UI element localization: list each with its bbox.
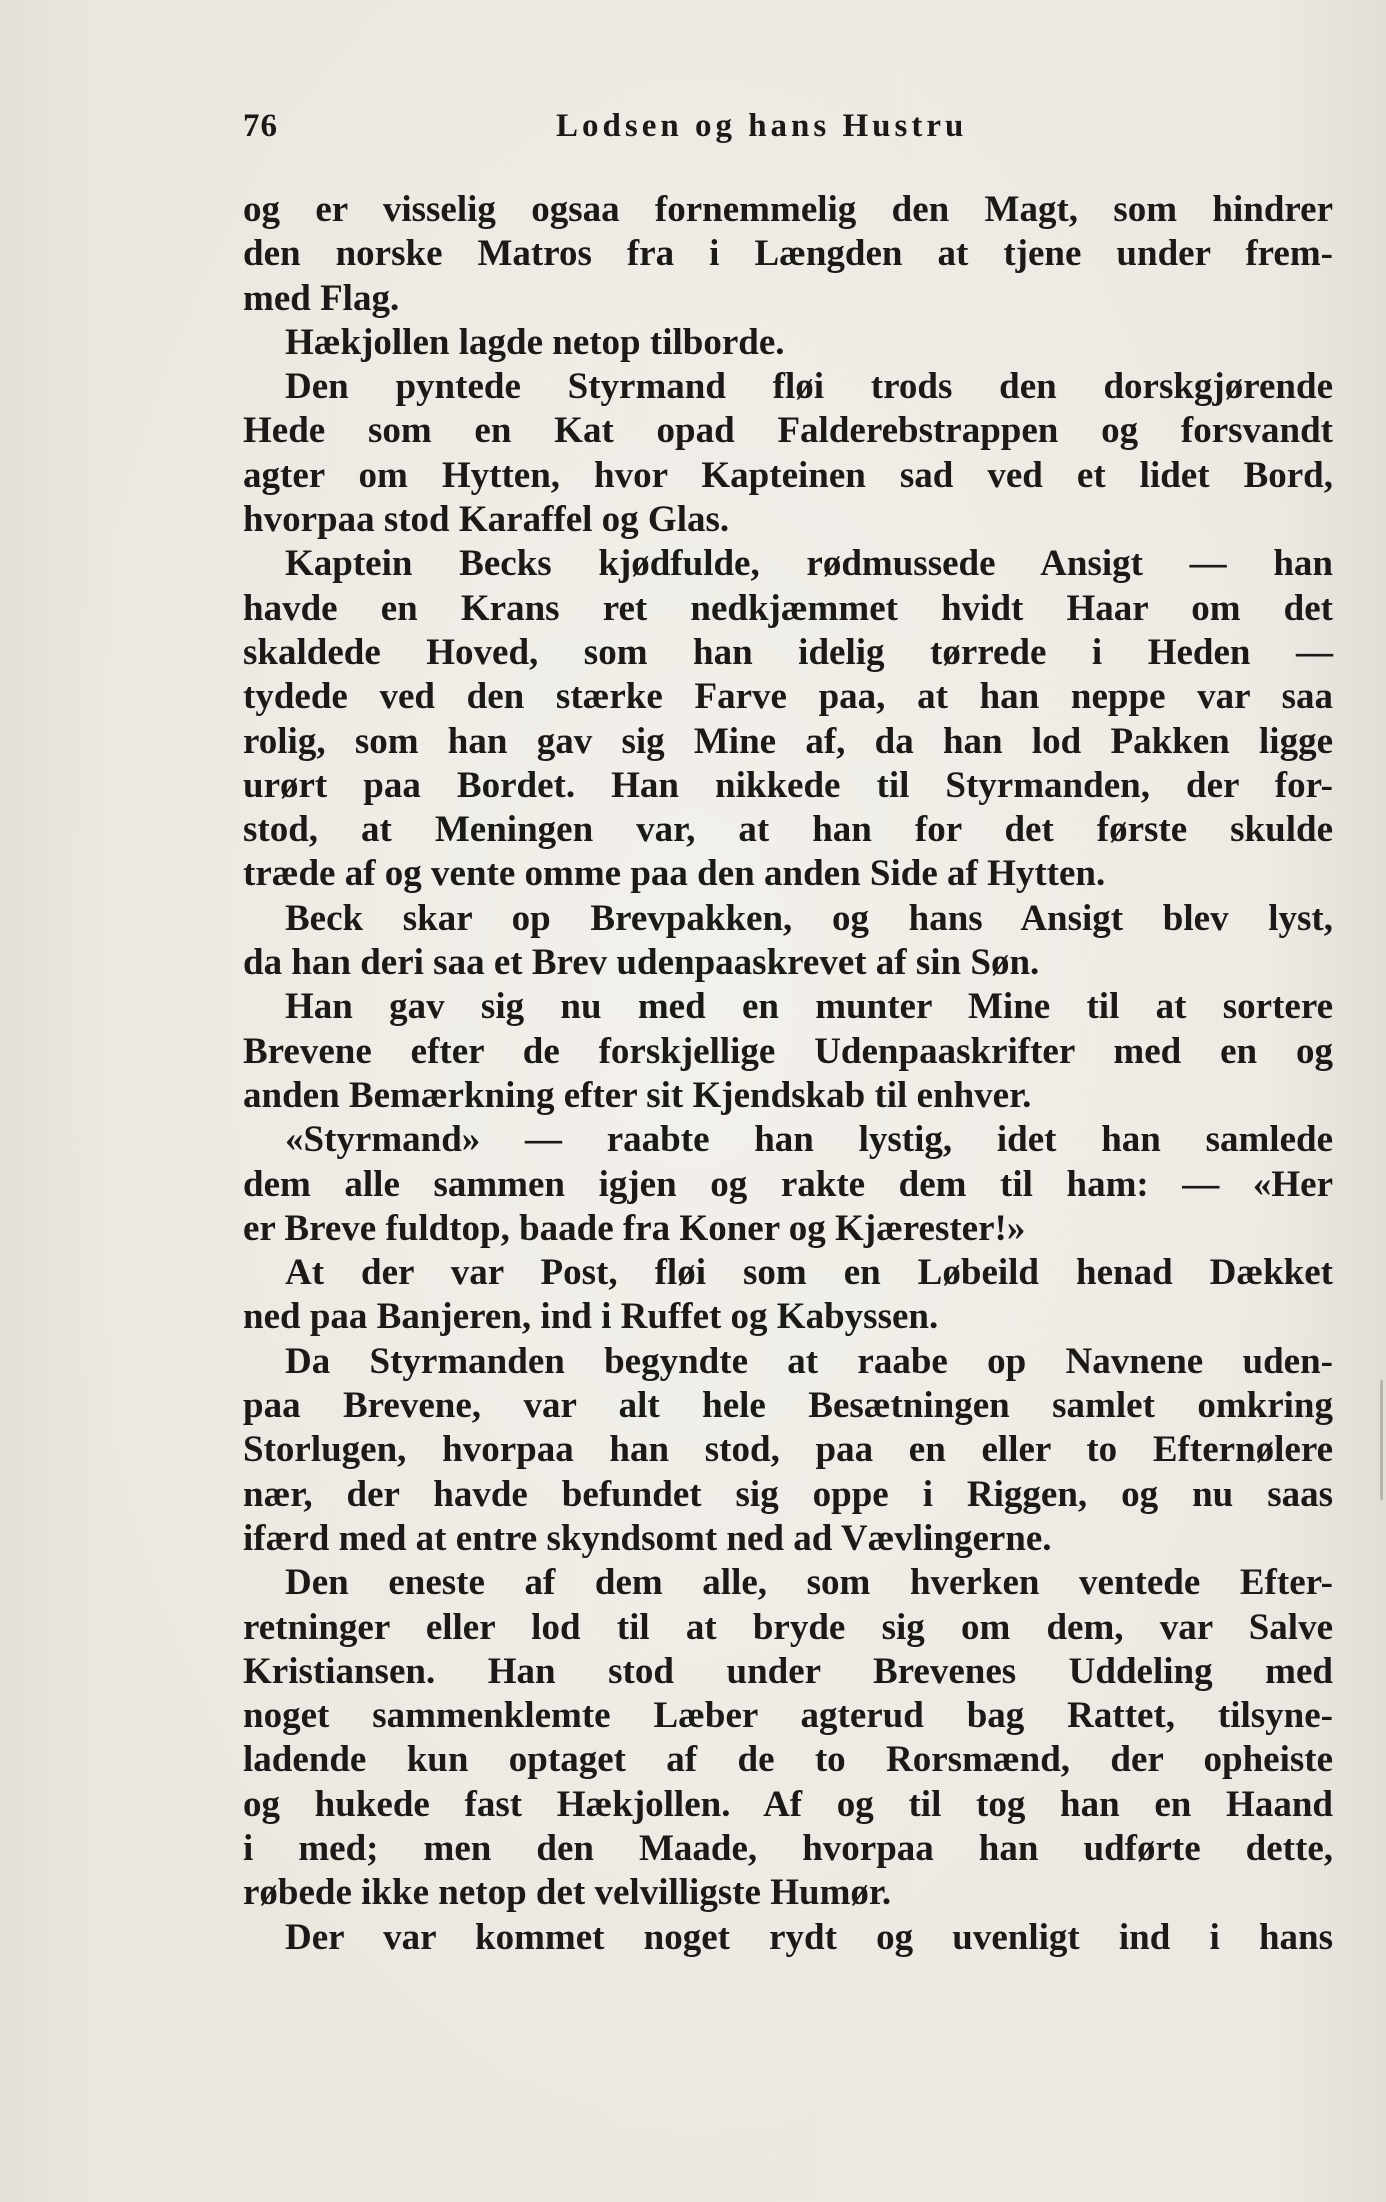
page-edge-mark — [1380, 1380, 1383, 1500]
text-line: ladende kun optaget af de to Rorsmænd, der opheiste — [243, 1739, 1333, 1781]
text-line: anden Bemærkning efter sit Kjendskab til enhver. — [243, 1074, 1032, 1116]
text-line: At der var Post, fløi som en Løbeild henad Dækket — [285, 1252, 1333, 1294]
text-line: Storlugen, hvorpaa han stod, paa en eller to Efternølere — [243, 1429, 1333, 1471]
text-line: i med; men den Maade, hvorpaa han udførte dette, — [243, 1827, 1333, 1869]
text-line: er Breve fuldtop, baade fra Koner og Kjærester!» — [243, 1207, 1026, 1249]
text-line: stod, at Meningen var, at han for det første skulde — [243, 809, 1333, 851]
text-line: og hukede fast Hækjollen. Af og til tog han en Haand — [243, 1783, 1333, 1825]
text-line: noget sammenklemte Læber agterud bag Rattet, tilsyne- — [243, 1695, 1333, 1737]
running-head — [243, 108, 1333, 158]
text-line: Han gav sig nu med en munter Mine til at sortere — [285, 986, 1333, 1028]
text-line: havde en Krans ret nedkjæmmet hvidt Haar om det — [243, 587, 1333, 629]
text-line: træde af og vente omme paa den anden Side af Hytten. — [243, 853, 1106, 895]
text-line: tydede ved den stærke Farve paa, at han neppe var saa — [243, 676, 1333, 718]
text-line: den norske Matros fra i Længden at tjene under frem- — [243, 233, 1333, 275]
text-line: hvorpaa stod Karaffel og Glas. — [243, 499, 730, 541]
text-line: Brevene efter de forskjellige Udenpaaskrifter med en og — [243, 1030, 1333, 1072]
text-line: ifærd med at entre skyndsomt ned ad Vævlingerne. — [243, 1517, 1052, 1559]
text-line: da han deri saa et Brev udenpaaskrevet af sin Søn. — [243, 942, 1040, 984]
text-line: med Flag. — [243, 277, 400, 319]
text-line: Den pyntede Styrmand fløi trods den dorskgjørende — [285, 366, 1333, 408]
text-line: dem alle sammen igjen og rakte dem til ham: — «Her — [243, 1163, 1333, 1205]
text-line: agter om Hytten, hvor Kapteinen sad ved et lidet Bord, — [243, 454, 1333, 496]
text-line: nær, der havde befundet sig oppe i Riggen, og nu saas — [243, 1473, 1333, 1515]
text-line: «Styrmand» — raabte han lystig, idet han samlede — [285, 1119, 1333, 1161]
text-line: ned paa Banjeren, ind i Ruffet og Kabyssen. — [243, 1296, 939, 1338]
text-line: urørt paa Bordet. Han nikkede til Styrmanden, der for- — [243, 764, 1333, 806]
page-number: 76 — [243, 108, 278, 144]
text-line: Beck skar op Brevpakken, og hans Ansigt blev lyst, — [285, 897, 1333, 939]
text-line: røbede ikke netop det velvilligste Humør. — [243, 1872, 892, 1914]
running-title: Lodsen og hans Hustru — [556, 108, 968, 144]
text-line: skaldede Hoved, som han idelig tørrede i Heden — — [243, 631, 1333, 673]
body-text — [243, 188, 1333, 1960]
text-line: paa Brevene, var alt hele Besætningen samlet omkring — [243, 1385, 1333, 1427]
text-line: Der var kommet noget rydt og uvenligt ind i hans — [285, 1916, 1333, 1958]
text-line: rolig, som han gav sig Mine af, da han lod Pakken ligge — [243, 720, 1333, 762]
text-line: Kaptein Becks kjødfulde, rødmussede Ansigt — han — [285, 543, 1333, 585]
text-line: Den eneste af dem alle, som hverken ventede Efter- — [285, 1562, 1333, 1604]
text-line: Hede som en Kat opad Falderebstrappen og forsvandt — [243, 410, 1333, 452]
text-line: og er visselig ogsaa fornemmelig den Magt, som hindrer — [243, 189, 1333, 230]
text-line: Kristiansen. Han stod under Brevenes Uddeling med — [243, 1650, 1333, 1692]
text-line: Hækjollen lagde netop tilborde. — [285, 321, 785, 363]
text-line: Da Styrmanden begyndte at raabe op Navnene uden- — [285, 1340, 1333, 1382]
text-line: retninger eller lod til at bryde sig om dem, var Salve — [243, 1606, 1333, 1648]
